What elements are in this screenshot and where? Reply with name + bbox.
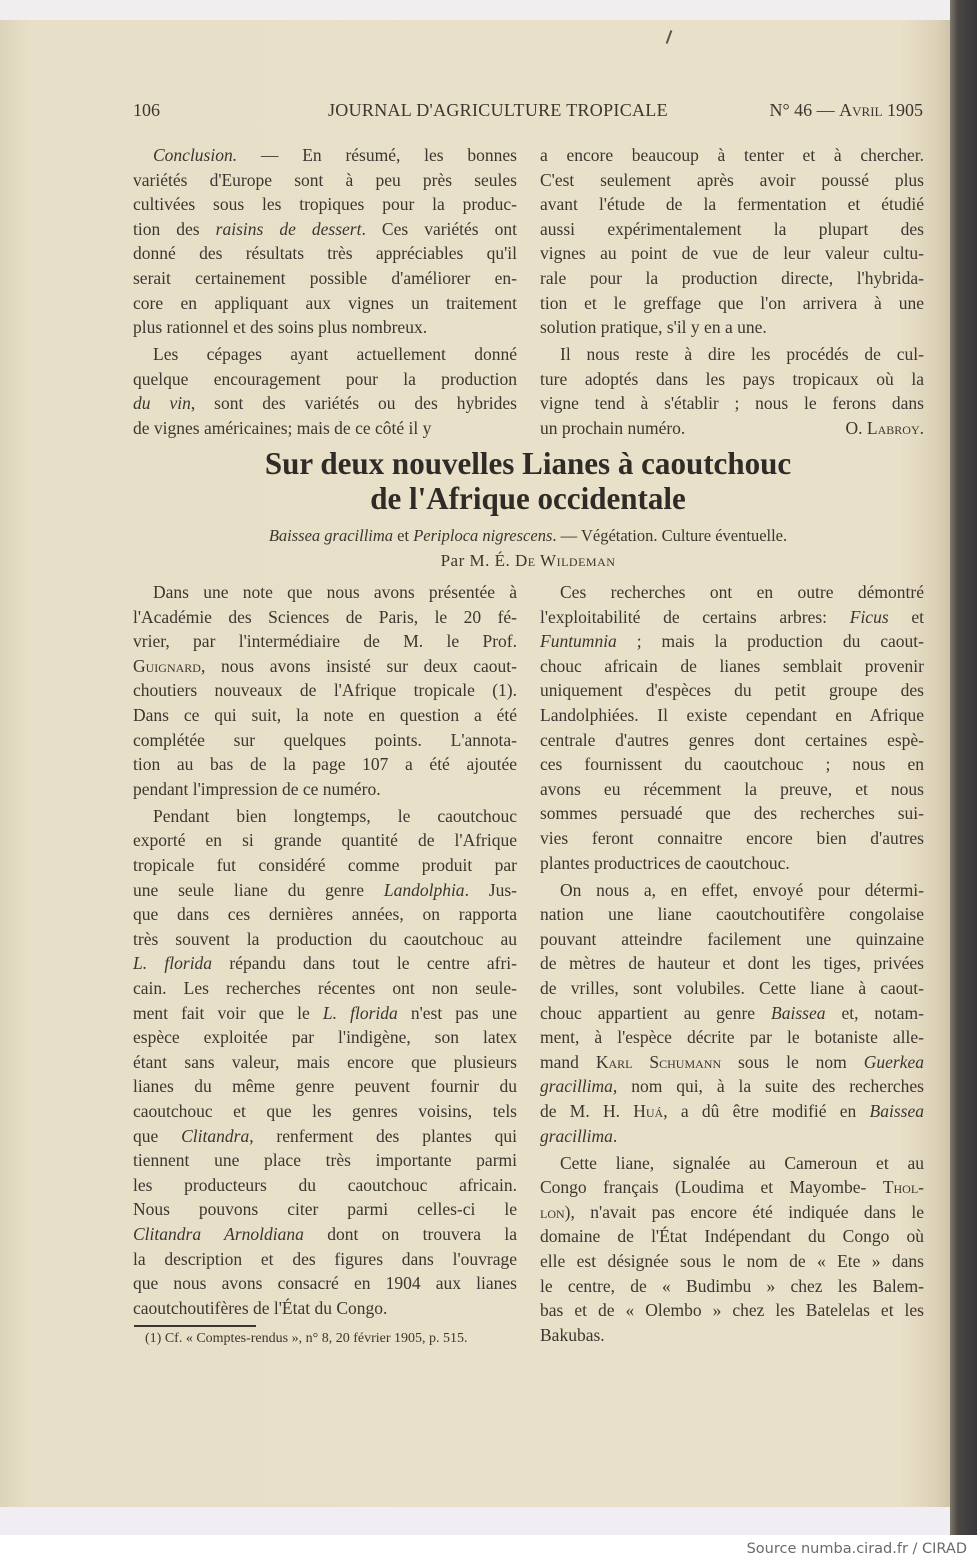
text-run: aussi expérimentalement la plupart des <box>540 218 924 239</box>
article-left-column <box>133 580 517 1320</box>
text-run: complétée sur quelques points. L'annota- <box>133 729 517 750</box>
italic-run: Ficus <box>849 606 889 627</box>
text-run: choutiers nouveaux de l'Afrique tropicale (1). <box>133 680 517 701</box>
text-run: tion au bas de la page 107 a été ajoutée <box>133 754 517 775</box>
text-line <box>540 1001 924 1026</box>
text-run: ture adoptés dans les pays tropicaux où la <box>540 368 924 389</box>
text-run: . Jus- <box>464 879 517 900</box>
text-line <box>540 752 924 777</box>
text-run: très souvent la production du caoutchouc au <box>133 928 517 949</box>
text-line <box>133 902 517 927</box>
text-run: variétés d'Europe sont à peu près seules <box>133 169 517 190</box>
text-line <box>540 1323 924 1348</box>
text-line <box>133 678 517 703</box>
text-run: Bakubas. <box>540 1324 605 1345</box>
text-run: vrier, par l'intermédiaire de M. le Prof. <box>133 631 517 652</box>
text-run: lianes du même genre peuvent fournir du <box>133 1076 517 1097</box>
paragraph <box>540 143 924 340</box>
text-line <box>540 1200 924 1225</box>
text-line <box>133 605 517 630</box>
text-line <box>540 143 924 168</box>
text-run: nation une liane caoutchoutifère congolaise <box>540 904 924 925</box>
text-run: quelque encouragement pour la production <box>133 368 517 389</box>
paragraph <box>133 804 517 1320</box>
author-signature: O. Labroy. <box>845 418 924 439</box>
italic-run: L. florida <box>133 953 213 974</box>
text-run: que dans ces dernières années, on rapporta <box>133 904 517 925</box>
text-line <box>540 654 924 679</box>
italic-run: Baissea <box>869 1100 924 1121</box>
text-line <box>133 1197 517 1222</box>
text-line <box>540 315 924 340</box>
scan-bottom-margin <box>0 1507 977 1535</box>
text-line <box>540 629 924 654</box>
text-line <box>133 168 517 193</box>
text-run: ces fournissent du caoutchouc ; nous en <box>540 754 924 775</box>
paragraph <box>540 580 924 875</box>
source-credit: Source numba.cirad.fr / CIRAD <box>746 1541 967 1557</box>
text-line <box>540 342 924 367</box>
text-run: vies feront connaitre encore bien d'autres <box>540 827 924 848</box>
text-run: tion des <box>133 218 216 239</box>
text-line <box>133 951 517 976</box>
text-line <box>540 1099 924 1124</box>
text-line <box>540 1175 924 1200</box>
text-run: rale pour la production directe, l'hybrida- <box>540 267 924 288</box>
text-line <box>133 1296 517 1321</box>
text-run: vignes au point de vue de leur valeur cultu- <box>540 243 924 264</box>
text-line <box>133 192 517 217</box>
text-run: Landolphiées. Il existe cependant en Afrique <box>540 704 924 725</box>
text-line <box>133 342 517 367</box>
text-line <box>133 1050 517 1075</box>
text-run: bas et de « Olembo » chez les Batelelas et les <box>540 1300 924 1321</box>
text-run: sommes persuadé que des recherches sui- <box>540 803 924 824</box>
page-number: 106 <box>133 100 160 120</box>
italic-run: gracillima <box>540 1125 613 1146</box>
article-title-line-1: Sur deux nouvelles Lianes à caoutchouc <box>264 445 792 481</box>
running-header <box>133 100 923 124</box>
text-run: répandu dans tout le centre afri- <box>212 953 517 974</box>
article-subtitle <box>133 526 923 546</box>
small-caps-run: lon <box>540 1201 565 1222</box>
text-run: Cette liane, signalée au Cameroun et au <box>560 1152 924 1173</box>
author-name: De Wildeman <box>515 551 616 570</box>
italic-run: gracillima <box>540 1076 613 1097</box>
paragraph <box>133 580 517 801</box>
text-line <box>540 1274 924 1299</box>
text-run: , a dû être modifié en <box>663 1100 870 1121</box>
text-line <box>540 217 924 242</box>
text-line <box>540 878 924 903</box>
text-run: pouvant atteindre facilement une quinzaine <box>540 928 924 949</box>
text-line <box>540 1249 924 1274</box>
issue-month: Avril <box>839 100 883 120</box>
previous-article-left-column <box>133 143 517 441</box>
text-line <box>540 168 924 193</box>
text-run: core en appliquant aux vignes un traitement <box>133 292 517 313</box>
text-line <box>540 1124 924 1149</box>
issue-number: N° 46 — <box>769 100 840 120</box>
small-caps-run: Karl Schumann <box>595 1051 722 1072</box>
paragraph <box>540 1151 924 1348</box>
text-run: que nous avons consacré en 1904 aux lianes <box>133 1273 517 1294</box>
paragraph <box>133 143 517 340</box>
text-run: ; mais la production du caout- <box>616 631 924 652</box>
text-line <box>540 367 924 392</box>
small-caps-run: Huá <box>633 1100 664 1121</box>
text-run: vigne tend à s'établir ; nous le ferons dans <box>540 393 924 414</box>
small-caps-run: Guignard <box>133 655 201 676</box>
text-line <box>540 1151 924 1176</box>
text-run: de vignes américaines; mais de ce côté il y <box>133 418 432 439</box>
text-line <box>133 777 517 802</box>
text-run: elle est désignée sous le nom de « Ete » dans <box>540 1251 924 1272</box>
text-run: sous le nom <box>721 1051 864 1072</box>
text-line <box>540 192 924 217</box>
text-run: avant l'étude de la fermentation et étudié <box>540 194 924 215</box>
text-line <box>133 927 517 952</box>
text-run: caoutchouc et que les genres voisins, tels <box>133 1100 517 1121</box>
text-run: domaine de l'État Indépendant du Congo où <box>540 1226 924 1247</box>
book-binding-edge <box>950 0 977 1535</box>
text-run: Ces recherches ont en outre démontré <box>560 582 924 602</box>
text-line <box>540 728 924 753</box>
text-run: Congo français (Loudima et Mayombe- <box>540 1177 883 1198</box>
text-run: chouc africain de lianes semblait provenir <box>540 655 924 676</box>
text-line <box>540 391 924 416</box>
text-run: pendant l'impression de ce numéro. <box>133 778 381 799</box>
text-run: , sont des variétés ou des hybrides <box>190 393 517 414</box>
text-run: l'exploitabilité de certains arbres: <box>540 606 850 627</box>
journal-title: JOURNAL D'AGRICULTURE TROPICALE <box>328 100 668 120</box>
text-run: de mètres de hauteur et dont les tiges, privées <box>540 953 924 974</box>
text-run: Dans une note que nous avons présentée à <box>153 582 517 602</box>
text-run: que <box>133 1125 182 1146</box>
text-run: cain. Les recherches récentes ont non seule- <box>133 978 517 998</box>
text-run: chouc appartient au genre <box>540 1002 772 1023</box>
text-run: , nous avons insisté sur deux caout- <box>200 655 517 676</box>
text-run: . <box>612 1125 618 1146</box>
text-run: de M. H. <box>540 1100 634 1121</box>
text-run: solution pratique, s'il y en a une. <box>540 317 767 338</box>
text-run: uniquement d'espèces du petit groupe des <box>540 680 924 701</box>
text-run: plantes productrices de caoutchouc. <box>540 852 790 873</box>
text-line <box>133 416 517 441</box>
text-run: Nous pouvons citer parmi celles-ci le <box>133 1199 517 1220</box>
text-line <box>133 291 517 316</box>
italic-run: Baissea <box>771 1002 826 1023</box>
subtitle-conjunction: et <box>393 526 414 545</box>
text-run: Dans ce qui suit, la note en question a été <box>133 704 517 725</box>
text-line <box>540 1025 924 1050</box>
article-title-line-2: de l'Afrique occidentale <box>370 480 686 516</box>
text-run: On nous a, en effet, envoyé pour détermi- <box>560 879 924 900</box>
text-line <box>133 1173 517 1198</box>
text-line <box>133 1124 517 1149</box>
text-line <box>540 927 924 952</box>
text-line <box>540 416 924 441</box>
text-line <box>133 1148 517 1173</box>
text-line <box>540 703 924 728</box>
text-run: et <box>888 606 924 627</box>
text-line <box>133 1222 517 1247</box>
text-line <box>540 678 924 703</box>
text-line <box>133 728 517 753</box>
text-line <box>133 217 517 242</box>
subtitle-species-1: Baissea gracillima <box>268 526 394 545</box>
text-line <box>133 976 517 1001</box>
text-run: , nom qui, à la suite des recherches <box>612 1076 924 1097</box>
text-run: et, notam- <box>825 1002 924 1023</box>
text-line <box>540 1298 924 1323</box>
text-run: ment fait voir que le <box>133 1002 323 1023</box>
text-line <box>133 143 517 168</box>
text-run: étant sans valeur, mais encore que plusieurs <box>133 1051 517 1072</box>
text-run: de vrilles, sont volubiles. Cette liane à caout- <box>540 978 924 998</box>
text-run: tiennent une place très importante parmi <box>133 1150 517 1171</box>
text-line <box>540 951 924 976</box>
text-line <box>133 654 517 679</box>
text-run: centrale d'autres genres dont certaines espè- <box>540 729 924 750</box>
italic-run: Guerkea <box>863 1051 924 1072</box>
text-line <box>133 629 517 654</box>
italic-run: raisins de dessert <box>215 218 362 239</box>
text-run: ), n'avait pas encore été indiquée dans le <box>564 1201 924 1222</box>
italic-run: Funtumnia <box>540 631 617 652</box>
text-run: une seule liane du genre <box>133 879 384 900</box>
text-line <box>540 241 924 266</box>
text-line <box>133 703 517 728</box>
text-line <box>133 1001 517 1026</box>
text-run: Les cépages ayant actuellement donné <box>153 344 517 365</box>
text-line <box>133 828 517 853</box>
text-run: cultivées sous les tropiques pour la produc- <box>133 194 517 215</box>
text-run: a encore beaucoup à tenter et à chercher. <box>540 145 924 165</box>
text-line <box>540 851 924 876</box>
italic-run: Clitandra <box>181 1125 250 1146</box>
text-run: avons eu récemment la preuve, et nous <box>540 778 924 799</box>
text-line <box>540 605 924 630</box>
text-run: , renferment des plantes qui <box>249 1125 517 1146</box>
text-line <box>133 1247 517 1272</box>
paragraph <box>540 878 924 1149</box>
text-run: tropicale fut considéré comme produit par <box>133 855 517 876</box>
italic-run: Conclusion. <box>153 145 238 165</box>
italic-run: L. florida <box>322 1002 398 1023</box>
text-line <box>133 266 517 291</box>
text-line <box>540 801 924 826</box>
text-run: les producteurs du caoutchouc africain. <box>133 1174 517 1195</box>
byline-prefix: Par M. É. <box>440 551 515 570</box>
text-line <box>540 976 924 1001</box>
footnote: (1) Cf. « Comptes-rendus », n° 8, 20 février 1905, p. 515. <box>145 1331 468 1346</box>
text-line <box>540 1224 924 1249</box>
text-run: . Ces variétés ont <box>361 218 518 239</box>
article-right-column <box>540 580 924 1347</box>
text-line <box>133 241 517 266</box>
text-line <box>540 826 924 851</box>
text-run: plus rationnel et des soins plus nombreux. <box>133 317 428 338</box>
text-run: caoutchoutifères de l'État du Congo. <box>133 1297 388 1318</box>
text-line <box>540 1050 924 1075</box>
issue-year: 1905 <box>887 100 923 120</box>
italic-run: Landolphia <box>383 879 465 900</box>
subtitle-topics: . — Végétation. Culture éventuelle. <box>552 526 788 545</box>
text-line <box>540 1074 924 1099</box>
text-line <box>133 752 517 777</box>
text-line <box>133 1099 517 1124</box>
text-run: exporté en si grande quantité de l'Afrique <box>133 830 517 851</box>
text-line <box>540 580 924 605</box>
text-run: dont on trouvera la <box>303 1223 517 1244</box>
previous-article-right-column <box>540 143 924 441</box>
text-line <box>133 853 517 878</box>
text-run: C'est seulement après avoir poussé plus <box>540 169 924 190</box>
text-run: n'est pas une <box>397 1002 517 1023</box>
text-run: — En résumé, les bonnes <box>237 145 517 165</box>
text-line <box>133 315 517 340</box>
paragraph <box>133 342 517 440</box>
scan-top-margin <box>0 0 977 20</box>
subtitle-species-2: Periploca nigrescens <box>413 526 553 545</box>
issue-info <box>769 100 923 121</box>
text-line <box>133 1074 517 1099</box>
text-line <box>540 777 924 802</box>
paragraph <box>540 342 924 440</box>
text-run: un prochain numéro. <box>540 418 686 439</box>
text-run: Il nous reste à dire les procédés de cul- <box>560 344 924 365</box>
text-line <box>133 1271 517 1296</box>
text-run: espèce exploitée par l'indigène, son latex <box>133 1027 517 1048</box>
small-caps-run: Thol- <box>882 1177 924 1198</box>
text-line <box>133 804 517 829</box>
text-line <box>540 266 924 291</box>
italic-run: du vin <box>133 393 191 414</box>
text-run: le centre, de « Budimbu » chez les Balem- <box>540 1275 924 1296</box>
text-run: serait certainement possible d'améliorer en- <box>133 267 517 288</box>
footnote-rule <box>134 1325 256 1327</box>
text-run: mand <box>540 1051 596 1072</box>
text-line <box>133 878 517 903</box>
text-line <box>133 1025 517 1050</box>
text-line <box>133 367 517 392</box>
text-line <box>540 902 924 927</box>
text-run: ment, à l'espèce décrite par le botaniste alle- <box>540 1027 924 1048</box>
text-run: la description et des figures dans l'ouvrage <box>133 1248 517 1269</box>
text-line <box>133 391 517 416</box>
italic-run: Clitandra Arnoldiana <box>133 1223 304 1244</box>
text-run: tion et le greffage que l'on arrivera à une <box>540 292 924 313</box>
text-run: donné des résultats très appréciables qu'il <box>133 243 517 264</box>
text-line <box>133 580 517 605</box>
text-line <box>540 291 924 316</box>
article-byline <box>133 551 923 571</box>
text-run: l'Académie des Sciences de Paris, le 20 fé- <box>133 606 517 627</box>
text-run: Pendant bien longtemps, le caoutchouc <box>153 805 517 826</box>
